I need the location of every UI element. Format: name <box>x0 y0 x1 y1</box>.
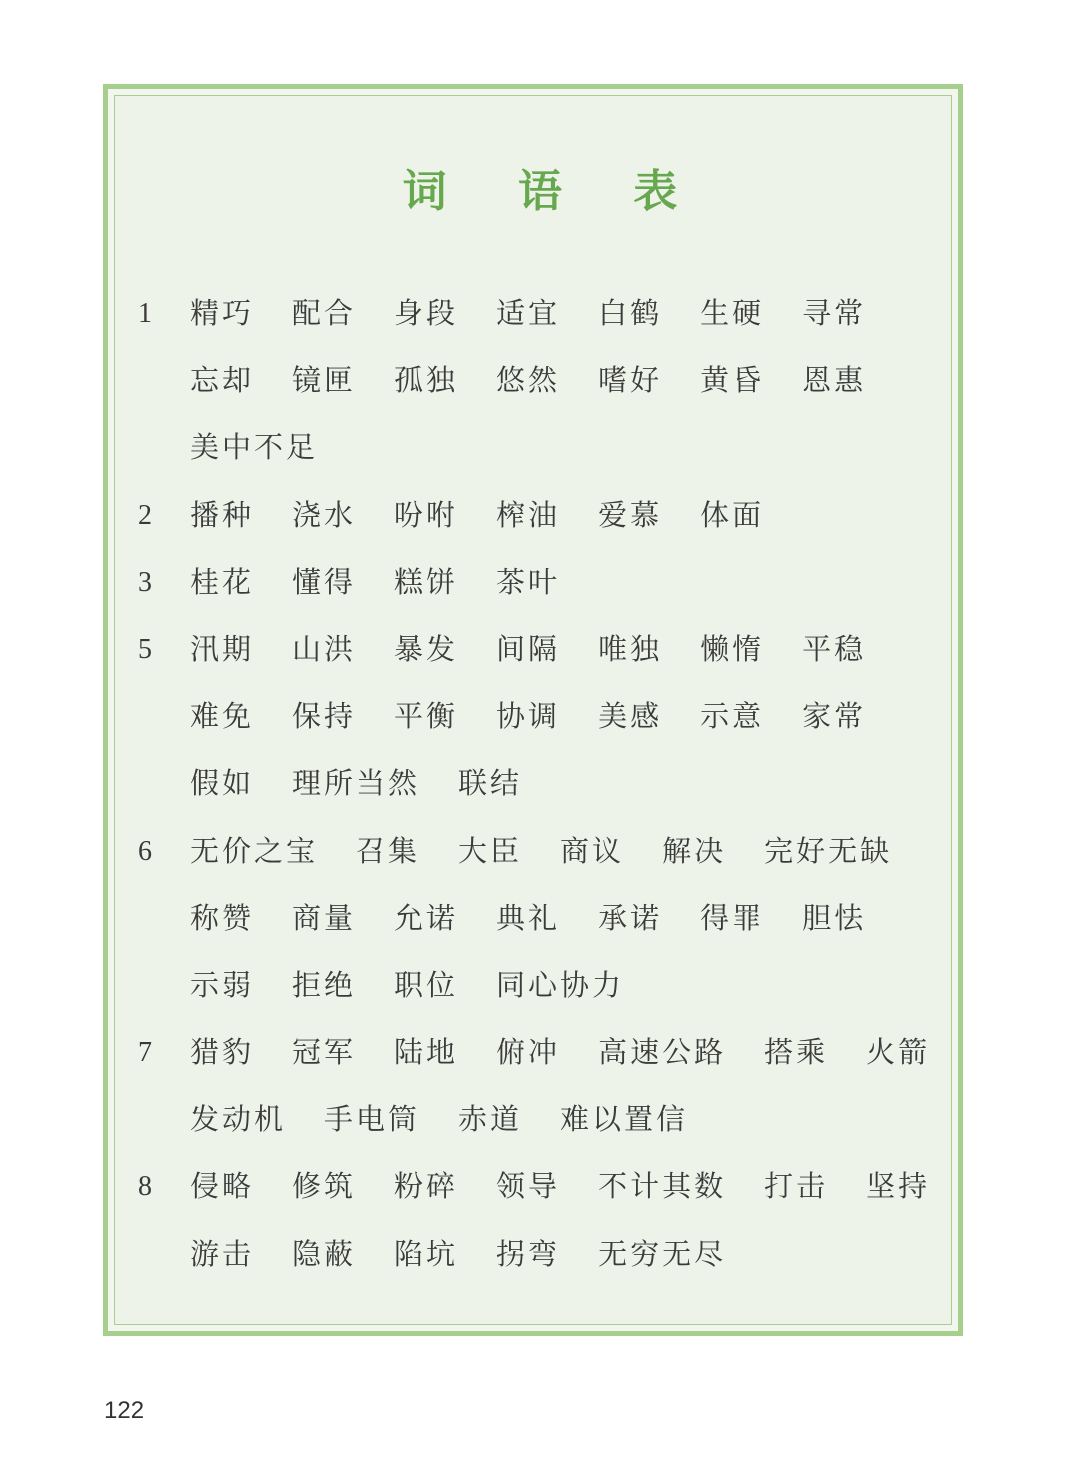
lesson-block <box>138 1019 938 1153</box>
vocabulary-word: 孤独 <box>394 363 459 398</box>
word-line <box>190 818 938 885</box>
word-line <box>190 414 938 481</box>
lesson-block <box>138 280 938 482</box>
vocabulary-word: 身段 <box>394 296 459 330</box>
vocabulary-word: 搭乘 <box>764 1035 829 1070</box>
word-line <box>190 1221 938 1288</box>
vocabulary-word: 懒惰 <box>700 631 765 666</box>
vocabulary-word: 唯独 <box>598 631 663 666</box>
word-line <box>190 482 938 549</box>
vocabulary-word: 同心协力 <box>496 967 625 1002</box>
word-line <box>190 347 938 414</box>
vocabulary-word: 职位 <box>394 967 459 1002</box>
word-line <box>190 952 938 1019</box>
vocabulary-word: 打击 <box>764 1169 829 1204</box>
vocabulary-word: 平衡 <box>394 699 459 734</box>
vocabulary-word: 大臣 <box>458 833 523 868</box>
vocabulary-word: 得罪 <box>700 900 765 935</box>
lesson-block <box>138 549 938 616</box>
vocabulary-word: 领导 <box>496 1169 561 1204</box>
vocabulary-word: 协调 <box>496 699 561 734</box>
word-line <box>190 549 938 616</box>
vocabulary-word: 手电筒 <box>324 1102 421 1137</box>
vocabulary-word: 山洪 <box>292 631 357 666</box>
vocabulary-word: 召集 <box>356 833 421 868</box>
word-line <box>190 280 938 347</box>
vocabulary-word: 无价之宝 <box>190 833 319 868</box>
lesson-number: 2 <box>138 499 152 531</box>
vocabulary-word: 桂花 <box>190 564 255 599</box>
vocabulary-word: 陷坑 <box>394 1236 459 1271</box>
vocabulary-word: 爱慕 <box>598 497 663 532</box>
vocabulary-word: 悠然 <box>496 363 561 398</box>
vocabulary-word: 难免 <box>190 699 255 734</box>
vocabulary-word: 汛期 <box>190 631 255 666</box>
vocabulary-word: 示意 <box>700 699 765 734</box>
word-line <box>190 1153 938 1220</box>
lesson-block <box>138 1153 938 1287</box>
vocabulary-word: 糕饼 <box>394 564 459 599</box>
vocabulary-word: 粉碎 <box>394 1169 459 1204</box>
vocabulary-word: 黄昏 <box>700 363 765 398</box>
vocabulary-word: 坚持 <box>866 1169 931 1204</box>
vocabulary-word: 嗜好 <box>598 363 663 398</box>
vocabulary-word: 拒绝 <box>292 967 357 1002</box>
vocabulary-word: 游击 <box>190 1236 255 1271</box>
vocabulary-word: 拐弯 <box>496 1236 561 1271</box>
lesson-number: 1 <box>138 298 152 329</box>
vocabulary-word: 暴发 <box>394 631 459 666</box>
vocabulary-word: 修筑 <box>292 1169 357 1204</box>
vocabulary-word: 猎豹 <box>190 1035 255 1070</box>
vocabulary-word: 忘却 <box>190 363 255 398</box>
vocabulary-word: 美感 <box>598 699 663 734</box>
word-line <box>190 1019 938 1086</box>
vocabulary-word: 寻常 <box>802 296 867 330</box>
vocabulary-word: 生硬 <box>700 296 765 330</box>
vocabulary-word: 称赞 <box>190 900 255 935</box>
vocabulary-word: 承诺 <box>598 900 663 935</box>
vocabulary-word: 榨油 <box>496 497 561 532</box>
vocabulary-word: 适宜 <box>496 296 561 330</box>
vocabulary-word: 吩咐 <box>394 497 459 532</box>
vocabulary-word: 侵略 <box>190 1169 255 1204</box>
vocabulary-word: 间隔 <box>496 631 561 666</box>
vocabulary-word: 联结 <box>458 766 523 801</box>
lesson-number: 6 <box>138 835 152 867</box>
vocabulary-word: 解决 <box>662 833 727 868</box>
word-line <box>190 683 938 750</box>
vocabulary-word: 典礼 <box>496 900 561 935</box>
lesson-block <box>138 616 938 818</box>
vocabulary-word: 冠军 <box>292 1035 357 1070</box>
page-number: 122 <box>104 1397 145 1424</box>
vocabulary-word: 不计其数 <box>598 1169 727 1204</box>
vocabulary-word: 火箭 <box>866 1035 931 1070</box>
vocabulary-word: 隐蔽 <box>292 1236 357 1271</box>
vocabulary-word: 示弱 <box>190 967 255 1002</box>
vocabulary-word: 配合 <box>292 296 357 330</box>
vocabulary-word: 美中不足 <box>190 430 319 465</box>
vocabulary-word: 假如 <box>190 766 255 801</box>
vocabulary-word: 播种 <box>190 497 255 532</box>
vocabulary-list <box>138 280 938 1288</box>
vocabulary-word: 无穷无尽 <box>598 1236 727 1271</box>
vocabulary-word: 镜匣 <box>292 363 357 398</box>
vocabulary-word: 家常 <box>802 699 867 734</box>
lesson-number: 8 <box>138 1171 152 1203</box>
vocabulary-word: 高速公路 <box>598 1035 727 1070</box>
vocabulary-word: 白鹤 <box>598 296 663 330</box>
word-line <box>190 885 938 952</box>
page-title: 词 语 表 <box>402 166 706 217</box>
vocabulary-word: 商议 <box>560 833 625 868</box>
lesson-block <box>138 482 938 549</box>
lesson-block <box>138 818 938 1020</box>
vocabulary-word: 精巧 <box>190 296 255 330</box>
vocabulary-word: 胆怯 <box>802 900 867 935</box>
word-line <box>190 750 938 817</box>
vocabulary-word: 允诺 <box>394 900 459 935</box>
vocabulary-word: 浇水 <box>292 497 357 532</box>
vocabulary-word: 茶叶 <box>496 564 561 599</box>
vocabulary-word: 商量 <box>292 900 357 935</box>
vocabulary-word: 陆地 <box>394 1035 459 1070</box>
vocabulary-word: 保持 <box>292 699 357 734</box>
vocabulary-word: 恩惠 <box>802 363 867 398</box>
vocabulary-word: 完好无缺 <box>764 833 893 868</box>
lesson-number: 3 <box>138 566 152 598</box>
lesson-number: 7 <box>138 1037 152 1069</box>
vocabulary-word: 赤道 <box>458 1102 523 1137</box>
vocabulary-word: 俯冲 <box>496 1035 561 1070</box>
lesson-number: 5 <box>138 633 152 665</box>
vocabulary-word: 体面 <box>700 497 765 532</box>
vocabulary-word: 懂得 <box>292 564 357 599</box>
vocabulary-word: 难以置信 <box>560 1102 689 1137</box>
vocabulary-word: 平稳 <box>802 631 867 666</box>
vocabulary-word: 发动机 <box>190 1102 287 1137</box>
vocabulary-word: 理所当然 <box>292 766 421 801</box>
word-line <box>190 1086 938 1153</box>
word-line <box>190 616 938 683</box>
